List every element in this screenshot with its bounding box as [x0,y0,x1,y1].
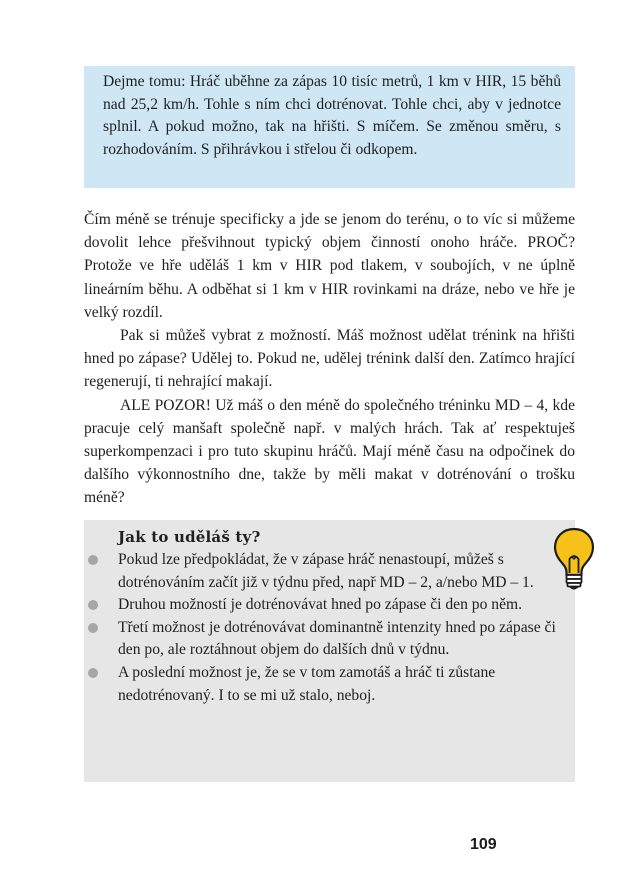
list-item [84,662,559,707]
list-item [84,594,559,617]
list-item-text: A poslední možnost je, že se v tom zamotáš a hráč ti zůstane nedotrénovaný. I to se mi už stalo, neboj. [118,663,496,704]
list-item [84,549,559,594]
highlight-quote-box [84,66,575,188]
body-text [84,208,575,510]
bullet-icon [88,600,98,610]
list-item-text: Druhou možností je dotrénovávat hned po zápase či den po něm. [118,596,523,614]
body-paragraph: Čím méně se trénuje specificky a jde se jenom do terénu, o to víc si můžeme dovolit lehce přešvihnout typický objem činností onoho hráče. PROČ? Protože ve hře uděláš 1 km v HIR pod tlakem, v soubojích, v ne úplně lineárním běhu. A odběhat si 1 km v HIR rovinkami na dráze, nebo ve hře je velký rozdíl. [84,211,575,321]
page-number: 109 [470,836,497,853]
body-paragraph: Pak si můžeš vybrat z možností. Máš možnost udělat trénink na hřišti hned po zápase? Udělej to. Pokud ne, udělej trénink další den. Zatímco hrající regenerují, ti nehrající makají. [84,327,575,391]
quote-text: Dejme tomu: Hráč uběhne za zápas 10 tisíc metrů, 1 km v HIR, 15 běhů nad 25,2 km/h. Tohle s ním chci dotrénovat. Tohle chci, aby v jednotce splnil. A pokud možno, tak na hřišti. S míčem. Se změnou směru, s rozhodováním. S přihrávkou i střelou či odkopem. [103,73,561,158]
bullet-icon [88,668,98,678]
bullet-icon [88,623,98,633]
bullet-icon [88,555,98,565]
tip-list [84,549,559,707]
body-paragraph: ALE POZOR! Už máš o den méně do společného tréninku MD – 4, kde pracuje celý manšaft společně např. v malých hrách. Tak ať respektuješ superkompenzaci i pro tuto skupinu hráčů. Mají méně času na odpočinek do dalšího výkonnostního dne, takže by měli makat v dotrénování o trošku méně? [84,396,575,507]
tip-box [84,520,575,782]
lightbulb-icon [552,526,596,592]
list-item [84,617,559,662]
tip-title: Jak to uděláš ty? [118,528,261,546]
list-item-text: Pokud lze předpokládat, že v zápase hráč nenastoupí, můžeš s dotrénováním začít již v týdnu před, např MD – 2, a/nebo MD – 1. [118,551,534,591]
list-item-text: Třetí možnost je dotrénovávat dominantně intenzity hned po zápase či den po, ale roztáhnout objem do dalších dnů v týdnu. [118,618,556,659]
